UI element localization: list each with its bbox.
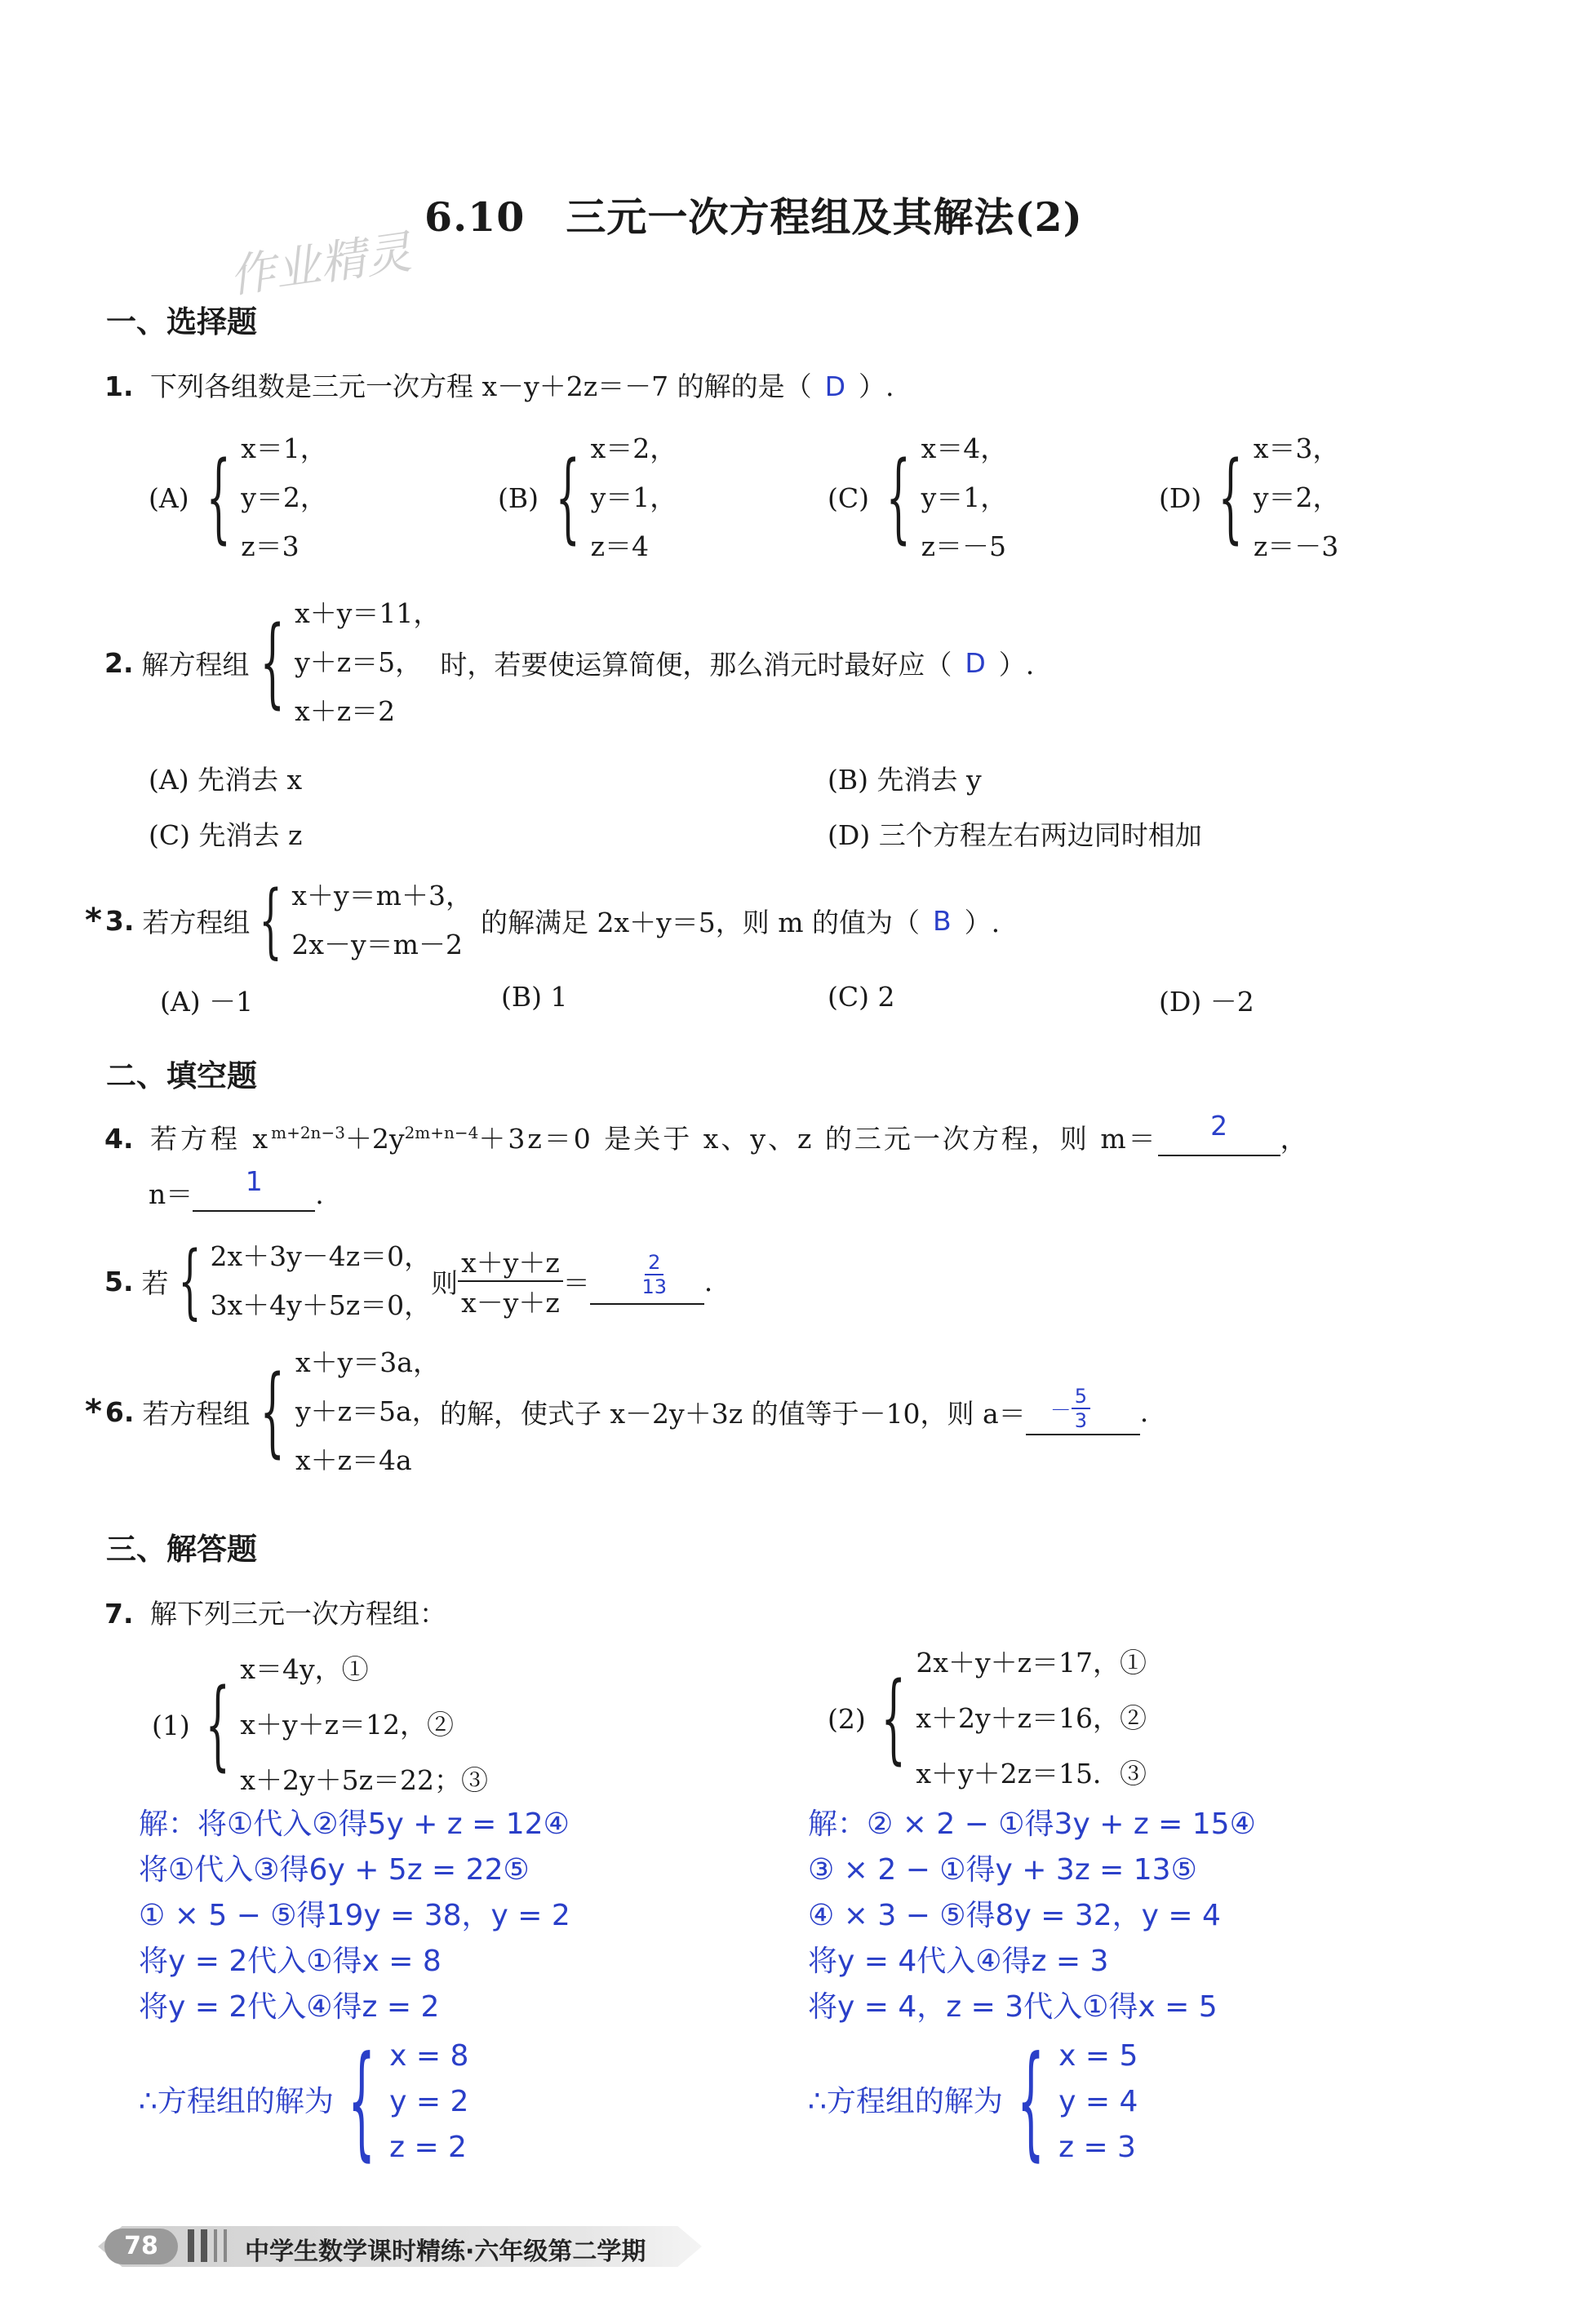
- option-label: (C): [828, 481, 869, 514]
- question-number: 2.: [104, 646, 134, 679]
- footer-bars-icon: [188, 2229, 233, 2269]
- question-text-end: ）.: [859, 370, 894, 402]
- equation: y＝2，: [241, 481, 327, 513]
- q7-part1-system: [152, 1642, 488, 1808]
- answer-sign: －: [1050, 1398, 1072, 1423]
- equation: x＝4y，①: [240, 1653, 369, 1685]
- result-equation: y = 4: [1058, 2085, 1138, 2118]
- answer-fraction: [605, 1251, 704, 1298]
- solution-line: 将①代入③得6y + 5z = 22⑤: [139, 1853, 530, 1887]
- period: .: [1139, 1395, 1149, 1428]
- equation: y＝2，: [1253, 481, 1340, 513]
- equation: y＝1，: [921, 481, 1008, 513]
- result-equation: x = 5: [1058, 2039, 1138, 2073]
- equals: ＝: [562, 1266, 590, 1299]
- option-d: [1159, 424, 1339, 571]
- left-brace-icon: {: [555, 441, 580, 554]
- equation: x＋y＝3a，: [295, 1346, 440, 1378]
- solution-line: ③ × 2 − ①得y + 3z = 13⑤: [808, 1853, 1197, 1887]
- question-1-stem: [104, 366, 894, 404]
- equation: x＝1，: [241, 432, 327, 464]
- equation: x＋y＝m＋3，: [291, 880, 473, 911]
- equation: y＋z＝5a，: [295, 1395, 439, 1427]
- page-title: 6.10 三元一次方程组及其解法(2): [424, 193, 1083, 241]
- equation: z＝3: [241, 530, 300, 562]
- comma: ，: [1280, 1123, 1307, 1155]
- fraction: [458, 1242, 563, 1320]
- solution-line: 将y = 4代入④得z = 3: [808, 1945, 1109, 1978]
- period: .: [703, 1265, 713, 1297]
- question-6: [85, 1338, 1148, 1485]
- question-4-line2: [149, 1165, 324, 1212]
- equation: x＝3，: [1253, 432, 1340, 464]
- left-brace-icon: {: [260, 1355, 286, 1468]
- question-text: 若: [141, 1266, 169, 1299]
- answer-choice: D: [824, 370, 846, 402]
- question-number: 3.: [104, 904, 135, 937]
- answer-choice: D: [965, 646, 986, 679]
- question-text: 若方程 x: [150, 1123, 272, 1155]
- left-brace-icon: {: [1218, 441, 1244, 554]
- equation: y＋z＝5，: [295, 646, 423, 678]
- equation: 3x＋4y＋5z＝0，: [210, 1289, 432, 1321]
- answer-value: 2: [1210, 1110, 1228, 1142]
- question-number: 7.: [104, 1598, 134, 1630]
- page-number: 78: [104, 2229, 178, 2264]
- equation: x＝4，: [921, 432, 1008, 464]
- solution-conclusion: ∴方程组的解为: [139, 2085, 334, 2118]
- equation: x＋z＝4a: [295, 1444, 412, 1476]
- option-a: [149, 424, 327, 571]
- answer-value: [1050, 1385, 1140, 1432]
- equation: x＋2y＋5z＝22；③: [240, 1764, 488, 1796]
- equation: 2x＋y＋z＝17，①: [916, 1647, 1147, 1679]
- question-text: 时，若要使运算简便，那么消元时最好应（: [440, 648, 952, 681]
- question-7-stem: [104, 1593, 446, 1631]
- equation: 2x－y＝m－2: [291, 929, 463, 960]
- question-text: 下列各组数是三元一次方程 x－y＋2z＝－7 的解的是（: [150, 370, 812, 402]
- q3-option-d: (D) －2: [1159, 986, 1254, 1018]
- solution-line: ④ × 3 − ⑤得8y = 32，y = 4: [808, 1899, 1221, 1932]
- q2-option-d: (D) 三个方程左右两边同时相加: [828, 819, 1202, 851]
- q7-part2-solution: [808, 1802, 1256, 2174]
- answer-blank: [590, 1251, 704, 1305]
- equation: z＝－5: [921, 530, 1006, 562]
- q2-option-a: (A) 先消去 x: [149, 764, 303, 796]
- section-heading-choice: 一、选择题: [106, 304, 257, 339]
- exponent: m+2n−3: [271, 1123, 345, 1142]
- option-b: [498, 424, 677, 571]
- section-heading-fill: 二、填空题: [106, 1058, 257, 1093]
- left-brace-icon: {: [881, 1661, 906, 1775]
- equation: x＋2y＋z＝16，②: [916, 1702, 1147, 1734]
- numerator: x＋y＋z: [458, 1242, 563, 1282]
- equation: z＝4: [590, 530, 649, 562]
- question-text: ＋3z＝0 是关于 x、y、z 的三元一次方程，则 m＝: [478, 1123, 1158, 1155]
- equation: x＋y＝11，: [295, 597, 441, 629]
- answer-value: 1: [245, 1165, 263, 1197]
- answer-blank-n: [193, 1165, 315, 1212]
- period: .: [315, 1178, 324, 1210]
- left-brace-icon: {: [1017, 2029, 1045, 2174]
- question-5: [104, 1232, 712, 1330]
- left-brace-icon: {: [885, 441, 911, 554]
- option-c: [828, 424, 1007, 571]
- q3-option-c: (C) 2: [828, 981, 895, 1013]
- question-text: n＝: [149, 1178, 193, 1210]
- result-equation: z = 3: [1058, 2131, 1136, 2164]
- solution-line: 将y = 2代入④得z = 2: [139, 1990, 440, 2024]
- option-label: (A): [149, 481, 189, 514]
- answer-fraction: [1072, 1385, 1090, 1432]
- left-brace-icon: {: [177, 1234, 202, 1328]
- question-2: [104, 589, 1034, 736]
- option-label: (B): [498, 481, 539, 514]
- question-text: 若方程组: [142, 906, 251, 938]
- answer-blank: [1026, 1385, 1140, 1435]
- answer-blank-m: [1158, 1110, 1280, 1156]
- part-label: (2): [828, 1702, 866, 1735]
- q2-option-b: (B) 先消去 y: [828, 764, 982, 796]
- left-brace-icon: {: [259, 873, 283, 968]
- part-label: (1): [152, 1709, 190, 1741]
- q3-option-a: (A) －1: [160, 986, 254, 1018]
- question-text-end: ）.: [964, 906, 1001, 938]
- question-number: 6.: [104, 1395, 135, 1428]
- left-brace-icon: {: [260, 605, 285, 719]
- watermark: 作业精灵: [226, 225, 415, 304]
- section-heading-solve: 三、解答题: [106, 1532, 257, 1567]
- exponent: 2m+n−4: [404, 1123, 479, 1142]
- solution-line: ① × 5 − ⑤得19y = 38，y = 2: [139, 1899, 570, 1932]
- answer-denominator: 13: [641, 1275, 668, 1298]
- answer-choice: B: [932, 904, 952, 937]
- left-brace-icon: {: [205, 1668, 230, 1781]
- q3-option-b: (B) 1: [501, 981, 568, 1013]
- question-text: 则: [431, 1266, 459, 1299]
- equation: x＋y＋z＝12，②: [240, 1709, 454, 1741]
- result-equation: y = 2: [389, 2085, 469, 2118]
- question-text-end: ）.: [998, 648, 1035, 681]
- question-text: 解下列三元一次方程组：: [150, 1598, 446, 1630]
- solution-line: 解：将①代入②得5y + z = 12④: [139, 1807, 570, 1841]
- question-3: [85, 872, 1000, 969]
- question-4: [104, 1110, 1307, 1156]
- q2-option-c: (C) 先消去 z: [149, 819, 303, 851]
- question-number: 1.: [104, 370, 134, 402]
- denominator: x－y＋z: [461, 1287, 560, 1319]
- q7-part2-system: [828, 1635, 1147, 1802]
- question-number: 5.: [104, 1265, 134, 1297]
- solution-conclusion: ∴方程组的解为: [808, 2085, 1003, 2118]
- result-equation: x = 8: [389, 2039, 469, 2073]
- q7-part1-solution: [139, 1802, 570, 2174]
- equation: x＋y＋2z＝15．③: [916, 1758, 1147, 1790]
- footer-book-title: 中学生数学课时精练·六年级第二学期: [245, 2238, 646, 2266]
- equation: z＝－3: [1253, 530, 1339, 562]
- equation: x＋z＝2: [295, 695, 396, 727]
- solution-line: 解：② × 2 − ①得3y + z = 15④: [808, 1807, 1256, 1841]
- question-number: 4.: [104, 1123, 134, 1155]
- equation: x＝2，: [590, 432, 677, 464]
- question-text: 的解满足 2x＋y＝5，则 m 的值为（: [480, 906, 920, 938]
- left-brace-icon: {: [206, 441, 231, 554]
- question-text: 若方程组: [142, 1397, 251, 1430]
- equation: 2x＋3y－4z＝0，: [210, 1240, 432, 1272]
- equation: y＝1，: [590, 481, 677, 513]
- solution-line: 将y = 2代入①得x = 8: [139, 1945, 442, 1978]
- result-equation: z = 2: [389, 2131, 467, 2164]
- solution-line: 将y = 4，z = 3代入①得x = 5: [808, 1990, 1218, 2024]
- star-marker: *: [85, 1393, 102, 1430]
- star-marker: *: [85, 902, 102, 939]
- answer-numerator: 2: [645, 1251, 663, 1275]
- option-label: (D): [1159, 481, 1202, 514]
- left-brace-icon: {: [348, 2029, 375, 2174]
- question-text: 的解，使式子 x－2y＋3z 的值等于－10，则 a＝: [439, 1397, 1026, 1430]
- question-text: ＋2y: [344, 1123, 405, 1155]
- answer-numerator: 5: [1072, 1385, 1090, 1409]
- answer-denominator: 3: [1074, 1409, 1088, 1432]
- question-text: 解方程组: [141, 648, 250, 681]
